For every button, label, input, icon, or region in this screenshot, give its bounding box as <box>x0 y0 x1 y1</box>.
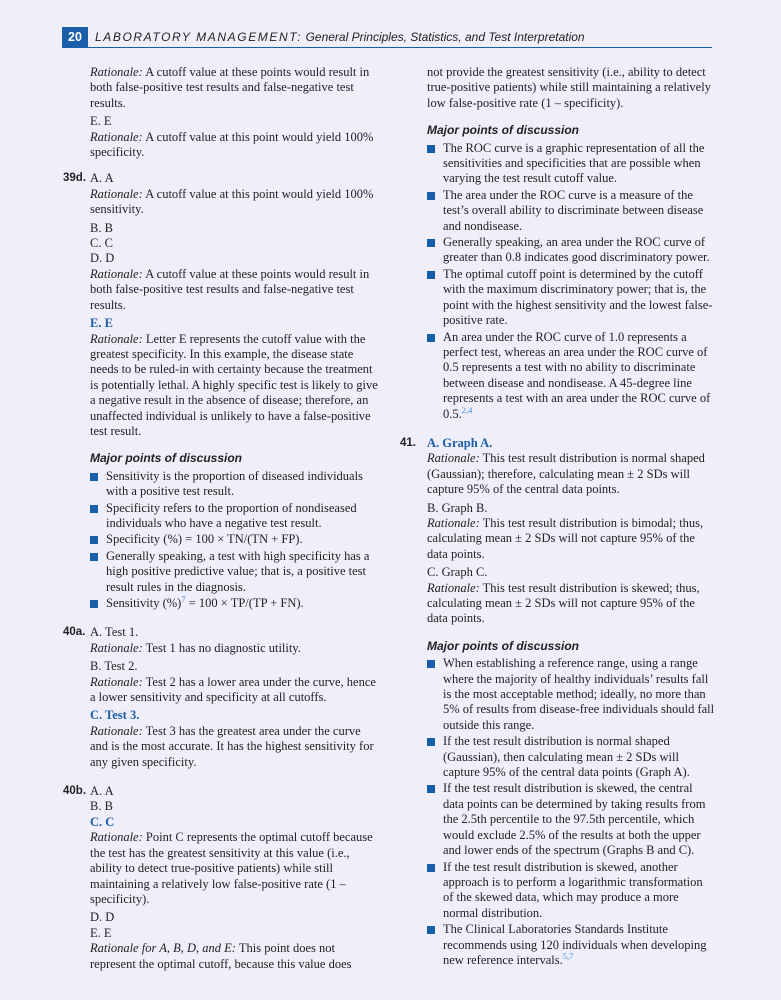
answer-option: E. E <box>90 925 112 940</box>
right-column <box>400 65 716 969</box>
section-heading: Major points of discussion <box>90 451 243 466</box>
square-bullet-icon <box>90 536 98 544</box>
list-item-text: The optimal cutoff point is determined by the cutoff with the maximum discriminatory power; that is, the point with the highest sensitivity and the lowest false-positive rate. <box>443 266 713 328</box>
question-number: 40a. <box>63 626 86 639</box>
list-item <box>427 141 716 187</box>
rationale-label: Rationale: <box>427 451 480 466</box>
square-bullet-icon <box>427 660 435 668</box>
question-number: 40b. <box>63 785 87 798</box>
answer-option: B. B <box>90 799 113 814</box>
left-column <box>63 65 381 975</box>
section-heading: Major points of discussion <box>427 638 580 653</box>
question-40b <box>63 784 381 972</box>
question-40b-continuation <box>400 65 716 111</box>
bullet-list <box>63 469 381 612</box>
square-bullet-icon <box>427 926 435 934</box>
rationale-label: Rationale: <box>90 186 143 201</box>
list-item <box>90 469 381 500</box>
square-bullet-icon <box>90 473 98 481</box>
square-bullet-icon <box>427 738 435 746</box>
major-points-section <box>400 123 716 422</box>
rationale-label: Rationale for A, B, D, and E: <box>90 941 236 956</box>
square-bullet-icon <box>90 553 98 561</box>
rationale-label: Rationale: <box>90 830 143 845</box>
list-item-text: Generally speaking, an area under the ROC curve of greater than 0.8 indicates good discriminatory power. <box>443 235 710 265</box>
list-item <box>427 734 716 780</box>
answer-option: A. Test 1. <box>90 625 139 640</box>
list-item-text: Specificity (%) = 100 × TN/(TN + FP). <box>106 532 303 547</box>
reference-link[interactable]: 7 <box>181 593 186 604</box>
square-bullet-icon <box>427 239 435 247</box>
question-39c-continuation <box>63 65 381 160</box>
rationale-label: Rationale: <box>90 331 143 346</box>
rationale-text: A cutoff value at these points would result in both false-positive test results and false-negative test results. <box>90 65 370 110</box>
answer-option: A. A <box>90 784 114 799</box>
square-bullet-icon <box>427 271 435 279</box>
answer-option: D. D <box>90 910 115 925</box>
list-item-text: If the test result distribution is skewed, the central data points can be determined by taking results from the 2.5th percentile to the 97.5th percentile, which would exclude 2.5% of the results at both the upper and lower ends of the spectrum (Graphs B and C). <box>443 781 706 858</box>
list-item-text: Sensitivity (%) <box>106 596 182 610</box>
rationale-label: Rationale: <box>90 266 143 281</box>
square-bullet-icon <box>427 334 435 342</box>
rationale-label: Rationale: <box>90 640 143 655</box>
rationale-label: Rationale: <box>90 65 143 79</box>
list-item <box>427 330 716 422</box>
rationale-text: This test result distribution is normal shaped (Gaussian); therefore, calculating mean ± 2 SDs will capture 95% of the central data points. <box>427 451 705 497</box>
list-item-text: Specificity refers to the proportion of nondiseased individuals who have a negative test result. <box>106 500 357 530</box>
page-header <box>62 27 712 48</box>
rationale-text: Letter E represents the cutoff value with the greatest specificity. In this example, the disease state needs to be ruled-in with certainty because the treatment is potentially lethal. A highly specific test is likely to give a negative result in the absence of disease; therefore, an unaffected individual is unlikely to have a false-positive test result. <box>90 331 378 438</box>
list-item-text: The ROC curve is a graphic representation of all the sensitivities and specificities that are possible when varying the test result cutoff value. <box>443 140 705 186</box>
rationale-text: This point does not represent the optimal cutoff, because this value does <box>90 941 352 971</box>
answer-option: A. A <box>90 171 114 186</box>
rationale-label: Rationale: <box>90 674 143 689</box>
list-item <box>427 267 716 329</box>
list-item-text: If the test result distribution is normal shaped (Gaussian), then calculating mean ± 2 SDs will capture 95% of the central data points (Graph A). <box>443 734 690 780</box>
answer-option: B. Graph B. <box>427 500 488 515</box>
list-item <box>90 501 381 532</box>
rationale-text: This test result distribution is skewed; thus, calculating mean ± 2 SDs will not capture 95% of the data points. <box>427 580 700 626</box>
rationale-text: A cutoff value at this point would yield 100% sensitivity. <box>90 186 374 217</box>
rationale-label: Rationale: <box>427 515 480 530</box>
list-item-text: The Clinical Laboratories Standards Institute recommends using 120 individuals when developing new reference intervals. <box>443 922 707 967</box>
square-bullet-icon <box>90 600 98 608</box>
bullet-list <box>400 141 716 422</box>
list-item-text: When establishing a reference range, using a range where the majority of healthy individuals’ results fall is the most acceptable method; ideally, no more than 5% of results from disease-free individuals should fall outside this range. <box>443 656 715 732</box>
section-heading: Major points of discussion <box>427 123 580 138</box>
rationale-text: Test 2 has a lower area under the curve, hence a lower sensitivity and specificity at all cutoffs. <box>90 674 376 705</box>
rationale-label: Rationale: <box>427 580 480 595</box>
list-item-text: An area under the ROC curve of 1.0 represents a perfect test, whereas an area under the ROC curve of 0.5 represents a test with no ability to discriminate between disease and nondisease. A 45-degree line represents a test with an area under the ROC curve of 0.5. <box>443 329 711 421</box>
list-item-text: If the test result distribution is skewed, another approach is to perform a logarithmic transformation of the skewed data, which may produce a more normal distribution. <box>443 859 703 920</box>
correct-answer-option: E. E <box>90 316 113 331</box>
square-bullet-icon <box>427 864 435 872</box>
question-41 <box>400 436 716 627</box>
list-item-text: Generally speaking, a test with high specificity has a high positive predictive value; that is, a positive test result rules in the diagnosis. <box>106 548 370 594</box>
rationale-text: Point C represents the optimal cutoff because the test has the greatest sensitivity at this value (i.e., ability to detect true-positive patients) while still maintaining a relatively low false-positive rate (1 – specificity). <box>90 830 373 906</box>
list-item <box>427 656 716 733</box>
question-40a <box>63 625 381 770</box>
square-bullet-icon <box>427 785 435 793</box>
list-item <box>90 593 381 611</box>
list-item <box>427 781 716 858</box>
rationale-label: Rationale: <box>90 723 143 738</box>
question-39d <box>63 171 381 439</box>
list-item <box>427 235 716 266</box>
list-item-text: Sensitivity is the proportion of diseased individuals with a positive test result. <box>106 468 363 499</box>
answer-option: C. C <box>90 236 113 251</box>
correct-answer-option: C. C <box>90 814 115 829</box>
answer-option: E. E <box>90 114 112 129</box>
reference-link[interactable]: 5,7 <box>562 950 574 961</box>
rationale-text: Test 3 has the greatest area under the curve and is the most accurate. It has the highest sensitivity for any given specificity. <box>90 723 374 769</box>
correct-answer-option: A. Graph A. <box>427 435 493 450</box>
rationale-text: This test result distribution is bimodal; thus, calculating mean ± 2 SDs will not capture 95% of the data points. <box>427 515 704 561</box>
rationale-text: Test 1 has no diagnostic utility. <box>145 640 301 655</box>
list-item-text: The area under the ROC curve is a measure of the test’s overall ability to discriminate between disease and nondisease. <box>443 187 704 233</box>
answer-option: B. B <box>90 220 113 235</box>
running-head <box>95 27 585 47</box>
major-points-section <box>63 451 381 611</box>
major-points-section <box>400 639 716 969</box>
list-item <box>427 922 716 968</box>
answer-option: D. D <box>90 251 115 266</box>
question-number: 39d. <box>63 172 87 185</box>
formula-text: = 100 × TP/(TP + FN). <box>185 596 304 610</box>
list-item <box>427 860 716 922</box>
square-bullet-icon <box>427 192 435 200</box>
square-bullet-icon <box>90 505 98 513</box>
bullet-list <box>400 656 716 968</box>
page-number: 20 <box>62 27 88 47</box>
square-bullet-icon <box>427 145 435 153</box>
question-number: 41. <box>400 436 416 449</box>
rationale-text: A cutoff value at this point would yield 100% specificity. <box>90 129 374 160</box>
list-item <box>90 549 381 595</box>
answer-option: C. Graph C. <box>427 565 488 580</box>
answer-option: B. Test 2. <box>90 659 138 674</box>
rationale-text: not provide the greatest sensitivity (i.e., ability to detect true-positive patients) while still maintaining a relatively low false-positive rate (1 – specificity). <box>427 65 711 110</box>
list-item <box>427 188 716 234</box>
correct-answer-option: C. Test 3. <box>90 708 140 723</box>
reference-link[interactable]: 2,4 <box>461 404 473 415</box>
rationale-label: Rationale: <box>90 129 143 144</box>
book-title: LABORATORY MANAGEMENT: <box>95 30 303 44</box>
rationale-text: A cutoff value at these points would result in both false-positive test results and false-negative test results. <box>90 266 370 312</box>
chapter-title: General Principles, Statistics, and Test Interpretation <box>305 30 585 44</box>
list-item <box>90 532 381 547</box>
